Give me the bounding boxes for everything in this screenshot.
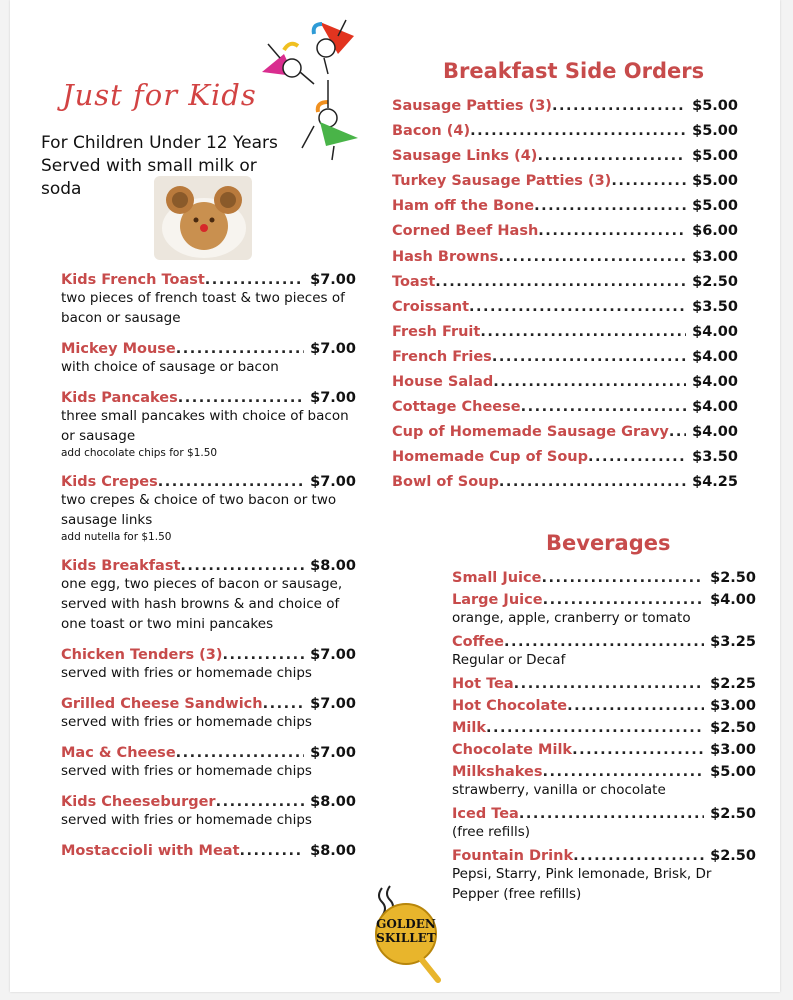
golden-skillet-logo-icon bbox=[368, 884, 444, 984]
item-price: $5.00 bbox=[710, 764, 756, 780]
item-price: $3.50 bbox=[692, 298, 738, 315]
list-item bbox=[61, 390, 356, 461]
side-orders-title: Breakfast Side Orders bbox=[443, 59, 705, 83]
item-name: Toast bbox=[392, 273, 436, 290]
item-price: $7.00 bbox=[310, 341, 356, 357]
list-item bbox=[452, 742, 756, 758]
list-item bbox=[392, 474, 738, 499]
list-item bbox=[452, 720, 756, 736]
item-price: $4.00 bbox=[710, 592, 756, 608]
item-price: $4.25 bbox=[692, 474, 738, 491]
kids-subtitle-line: soda bbox=[41, 179, 82, 199]
item-price: $7.00 bbox=[310, 745, 356, 761]
item-name: Milkshakes bbox=[452, 764, 543, 780]
item-description: orange, apple, cranberry or tomato bbox=[452, 610, 691, 626]
list-item bbox=[452, 634, 756, 670]
item-price: $4.00 bbox=[692, 399, 738, 416]
list-item bbox=[392, 299, 738, 324]
item-description: served with fries or homemade chips bbox=[61, 665, 312, 681]
list-item bbox=[61, 558, 356, 634]
item-price: $5.00 bbox=[692, 198, 738, 215]
item-name: Sausage Patties (3) bbox=[392, 98, 552, 114]
item-name: Chocolate Milk bbox=[452, 742, 573, 758]
item-price: $8.00 bbox=[310, 843, 356, 859]
item-name: Kids Crepes bbox=[61, 474, 158, 490]
item-name: Croissant bbox=[392, 298, 470, 315]
item-name: Fresh Fruit bbox=[392, 323, 481, 340]
item-price: $7.00 bbox=[310, 390, 356, 406]
list-item bbox=[452, 698, 756, 714]
item-description: Pepsi, Starry, Pink lemonade, Brisk, Dr Pepper (free refills) bbox=[452, 866, 712, 902]
kids-subtitle-line: For Children Under 12 Years bbox=[41, 133, 278, 153]
item-name: Kids Pancakes bbox=[61, 390, 178, 406]
item-name: Sausage Links (4) bbox=[392, 148, 538, 165]
item-description: (free refills) bbox=[452, 824, 531, 840]
item-price: $8.00 bbox=[310, 794, 356, 810]
item-name: Milk bbox=[452, 720, 487, 736]
list-item bbox=[392, 249, 738, 274]
item-price: $4.00 bbox=[692, 323, 738, 340]
mickey-pancake-photo-icon bbox=[154, 176, 252, 260]
item-price: $8.00 bbox=[310, 558, 356, 574]
item-price: $5.00 bbox=[692, 148, 738, 165]
item-name: Homemade Cup of Soup bbox=[392, 449, 589, 466]
item-price: $7.00 bbox=[310, 647, 356, 663]
item-description: served with fries or homemade chips bbox=[61, 763, 312, 779]
list-item bbox=[392, 274, 738, 299]
item-price: $3.00 bbox=[710, 742, 756, 758]
list-item bbox=[61, 794, 356, 830]
list-item bbox=[61, 696, 356, 732]
item-price: $5.00 bbox=[692, 173, 738, 190]
item-name: Kids French Toast bbox=[61, 272, 205, 288]
beverages-title: Beverages bbox=[546, 531, 671, 555]
item-name: Kids Cheeseburger bbox=[61, 794, 216, 810]
list-item bbox=[392, 123, 738, 148]
item-price: $2.50 bbox=[710, 848, 756, 864]
item-price: $7.00 bbox=[310, 474, 356, 490]
item-price: $2.25 bbox=[710, 676, 756, 692]
item-name: Coffee bbox=[452, 634, 505, 650]
list-item bbox=[452, 570, 756, 586]
list-item bbox=[392, 223, 738, 248]
list-item bbox=[392, 173, 738, 198]
item-name: French Fries bbox=[392, 348, 492, 365]
item-description: two pieces of french toast & two pieces of bacon or sausage bbox=[61, 290, 345, 326]
item-price: $2.50 bbox=[710, 720, 756, 736]
item-description: served with fries or homemade chips bbox=[61, 812, 312, 828]
menu-page bbox=[10, 0, 780, 992]
item-price: $4.00 bbox=[692, 424, 738, 441]
item-name: Chicken Tenders (3) bbox=[61, 647, 223, 663]
item-note: add nutella for $1.50 bbox=[61, 531, 172, 543]
item-name: Mostaccioli with Meat bbox=[61, 843, 240, 859]
item-name: Bowl of Soup bbox=[392, 474, 499, 491]
item-price: $3.00 bbox=[710, 698, 756, 714]
side-orders-list bbox=[392, 98, 738, 500]
item-name: Hot Tea bbox=[452, 676, 514, 692]
item-name: Turkey Sausage Patties (3) bbox=[392, 173, 612, 190]
list-item bbox=[392, 449, 738, 474]
item-description: strawberry, vanilla or chocolate bbox=[452, 782, 666, 798]
item-price: $4.00 bbox=[692, 374, 738, 391]
list-item bbox=[61, 843, 356, 859]
item-description: with choice of sausage or bacon bbox=[61, 359, 279, 375]
kids-section-title: Just for Kids bbox=[62, 78, 257, 112]
list-item bbox=[61, 474, 356, 545]
list-item bbox=[392, 374, 738, 399]
list-item bbox=[452, 806, 756, 842]
item-description: Regular or Decaf bbox=[452, 652, 566, 668]
list-item bbox=[392, 198, 738, 223]
item-name: Fountain Drink bbox=[452, 848, 574, 864]
item-name: Grilled Cheese Sandwich bbox=[61, 696, 263, 712]
item-price: $4.00 bbox=[692, 348, 738, 365]
list-item bbox=[61, 745, 356, 781]
item-name: Kids Breakfast bbox=[61, 558, 181, 574]
list-item bbox=[61, 341, 356, 377]
item-name: Large Juice bbox=[452, 592, 543, 608]
item-price: $3.50 bbox=[692, 449, 738, 466]
item-price: $5.00 bbox=[692, 123, 738, 140]
list-item bbox=[452, 592, 756, 628]
list-item bbox=[392, 148, 738, 173]
item-name: Corned Beef Hash bbox=[392, 223, 539, 240]
list-item bbox=[392, 349, 738, 374]
list-item bbox=[392, 399, 738, 424]
item-name: House Salad bbox=[392, 374, 494, 391]
item-name: Hot Chocolate bbox=[452, 698, 568, 714]
item-price: $6.00 bbox=[692, 223, 738, 240]
logo-text-line1: GOLDEN bbox=[376, 917, 436, 931]
list-item bbox=[452, 848, 756, 904]
item-name: Iced Tea bbox=[452, 806, 519, 822]
item-description: one egg, two pieces of bacon or sausage, served with hash browns & and choice of one toast or two mini pancakes bbox=[61, 576, 343, 632]
list-item bbox=[392, 324, 738, 349]
item-description: three small pancakes with choice of bacon or sausage bbox=[61, 408, 349, 444]
item-price: $3.25 bbox=[710, 634, 756, 650]
list-item bbox=[452, 764, 756, 800]
item-name: Bacon (4) bbox=[392, 123, 471, 140]
item-price: $2.50 bbox=[710, 570, 756, 586]
item-name: Mac & Cheese bbox=[61, 745, 176, 761]
list-item bbox=[452, 676, 756, 692]
item-price: $3.00 bbox=[692, 248, 738, 265]
item-name: Mickey Mouse bbox=[61, 341, 176, 357]
item-name: Small Juice bbox=[452, 570, 542, 586]
item-note: add chocolate chips for $1.50 bbox=[61, 447, 218, 459]
item-price: $7.00 bbox=[310, 696, 356, 712]
list-item bbox=[61, 272, 356, 328]
list-item bbox=[392, 98, 738, 123]
item-price: $5.00 bbox=[692, 98, 738, 114]
logo-text-line2: SKILLET bbox=[376, 931, 436, 945]
item-description: two crepes & choice of two bacon or two sausage links bbox=[61, 492, 337, 528]
item-name: Hash Browns bbox=[392, 248, 499, 265]
kids-menu-list bbox=[61, 272, 356, 872]
list-item bbox=[392, 424, 738, 449]
item-price: $7.00 bbox=[310, 272, 356, 288]
item-price: $2.50 bbox=[710, 806, 756, 822]
item-name: Ham off the Bone bbox=[392, 198, 535, 215]
kids-subtitle-line: Served with small milk or bbox=[41, 156, 257, 176]
beverages-list bbox=[452, 570, 756, 910]
item-name: Cup of Homemade Sausage Gravy bbox=[392, 424, 669, 441]
item-name: Cottage Cheese bbox=[392, 399, 521, 416]
item-description: served with fries or homemade chips bbox=[61, 714, 312, 730]
list-item bbox=[61, 647, 356, 683]
item-price: $2.50 bbox=[692, 273, 738, 290]
